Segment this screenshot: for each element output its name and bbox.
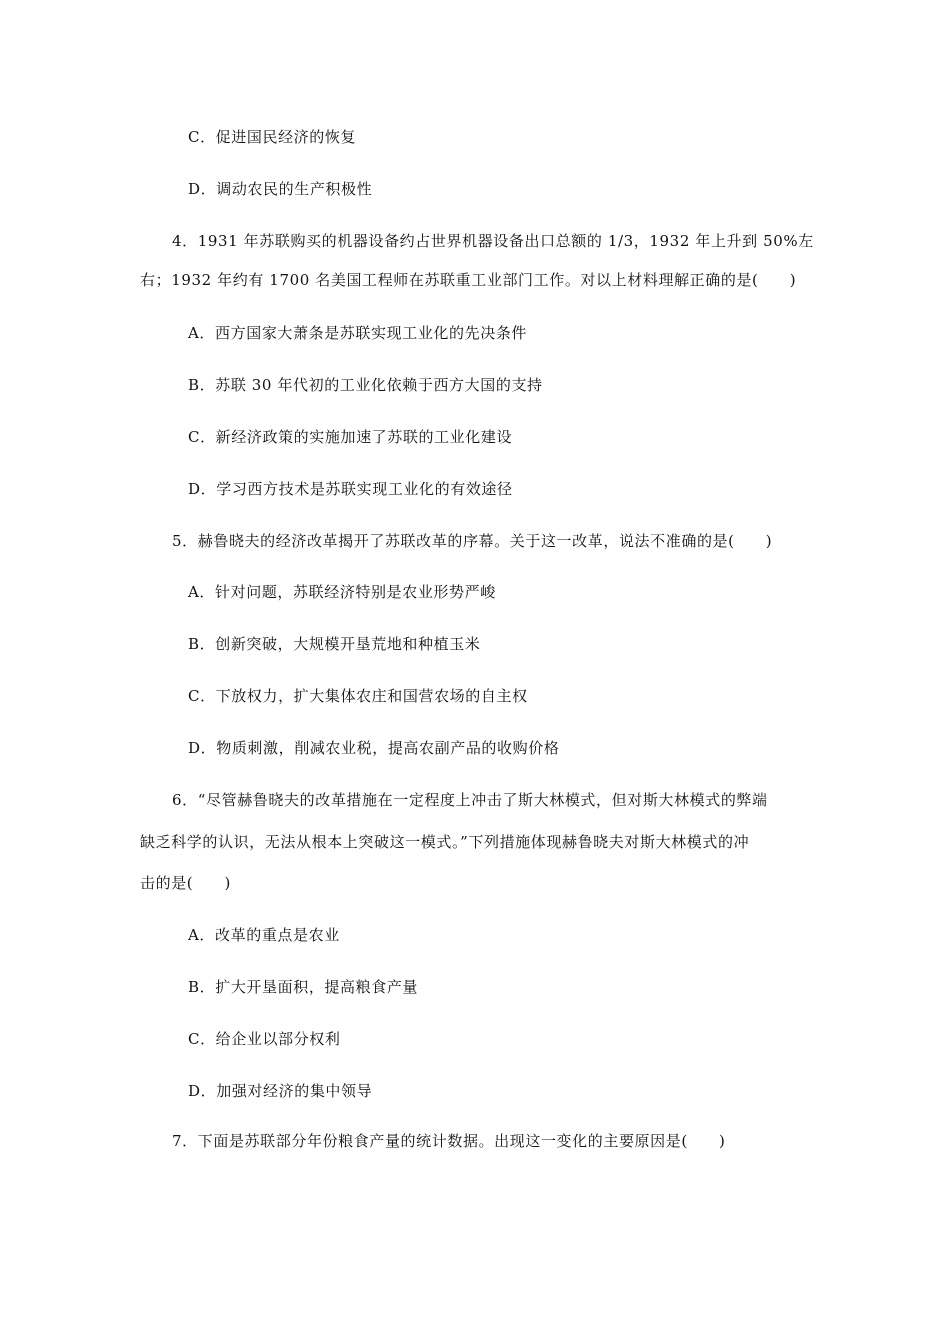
q4-option-b: B．苏联 30 年代初的工业化依赖于西方大国的支持 (188, 376, 543, 394)
q7-stem: 7．下面是苏联部分年份粮食产量的统计数据。出现这一变化的主要原因是( ) (172, 1132, 726, 1150)
q5-option-d: D．物质刺激，削减农业税，提高农副产品的收购价格 (188, 739, 560, 757)
q6-option-b: B．扩大开垦面积，提高粮食产量 (188, 978, 419, 996)
q3-option-d: D．调动农民的生产积极性 (188, 180, 373, 198)
q4-stem-line2: 右；1932 年约有 1700 名美国工程师在苏联重工业部门工作。对以上材料理解正确的是( ) (140, 271, 797, 289)
q3-option-c: C．促进国民经济的恢复 (188, 128, 357, 146)
q5-option-a: A．针对问题，苏联经济特别是农业形势严峻 (188, 583, 496, 601)
q5-stem: 5．赫鲁晓夫的经济改革揭开了苏联改革的序幕。关于这一改革，说法不准确的是( ) (172, 532, 773, 550)
q6-option-d: D．加强对经济的集中领导 (188, 1082, 373, 1100)
q5-option-c: C．下放权力，扩大集体农庄和国营农场的自主权 (188, 687, 528, 705)
q5-option-b: B．创新突破，大规模开垦荒地和种植玉米 (188, 635, 481, 653)
q4-stem-line1: 4．1931 年苏联购买的机器设备约占世界机器设备出口总额的 1/3，1932 年上升到 50%左 (172, 232, 814, 250)
q6-stem-line2: 缺乏科学的认识，无法从根本上突破这一模式。”下列措施体现赫鲁晓夫对斯大林模式的冲 (140, 833, 750, 851)
q6-stem-line3: 击的是( ) (140, 874, 231, 892)
q4-option-d: D．学习西方技术是苏联实现工业化的有效途径 (188, 480, 513, 498)
q6-stem-line1: 6．“尽管赫鲁晓夫的改革措施在一定程度上冲击了斯大林模式，但对斯大林模式的弊端 (172, 791, 768, 809)
q6-option-c: C．给企业以部分权利 (188, 1030, 341, 1048)
q4-option-a: A．西方国家大萧条是苏联实现工业化的先决条件 (188, 324, 528, 342)
q6-option-a: A．改革的重点是农业 (188, 926, 340, 944)
q4-option-c: C．新经济政策的实施加速了苏联的工业化建设 (188, 428, 513, 446)
